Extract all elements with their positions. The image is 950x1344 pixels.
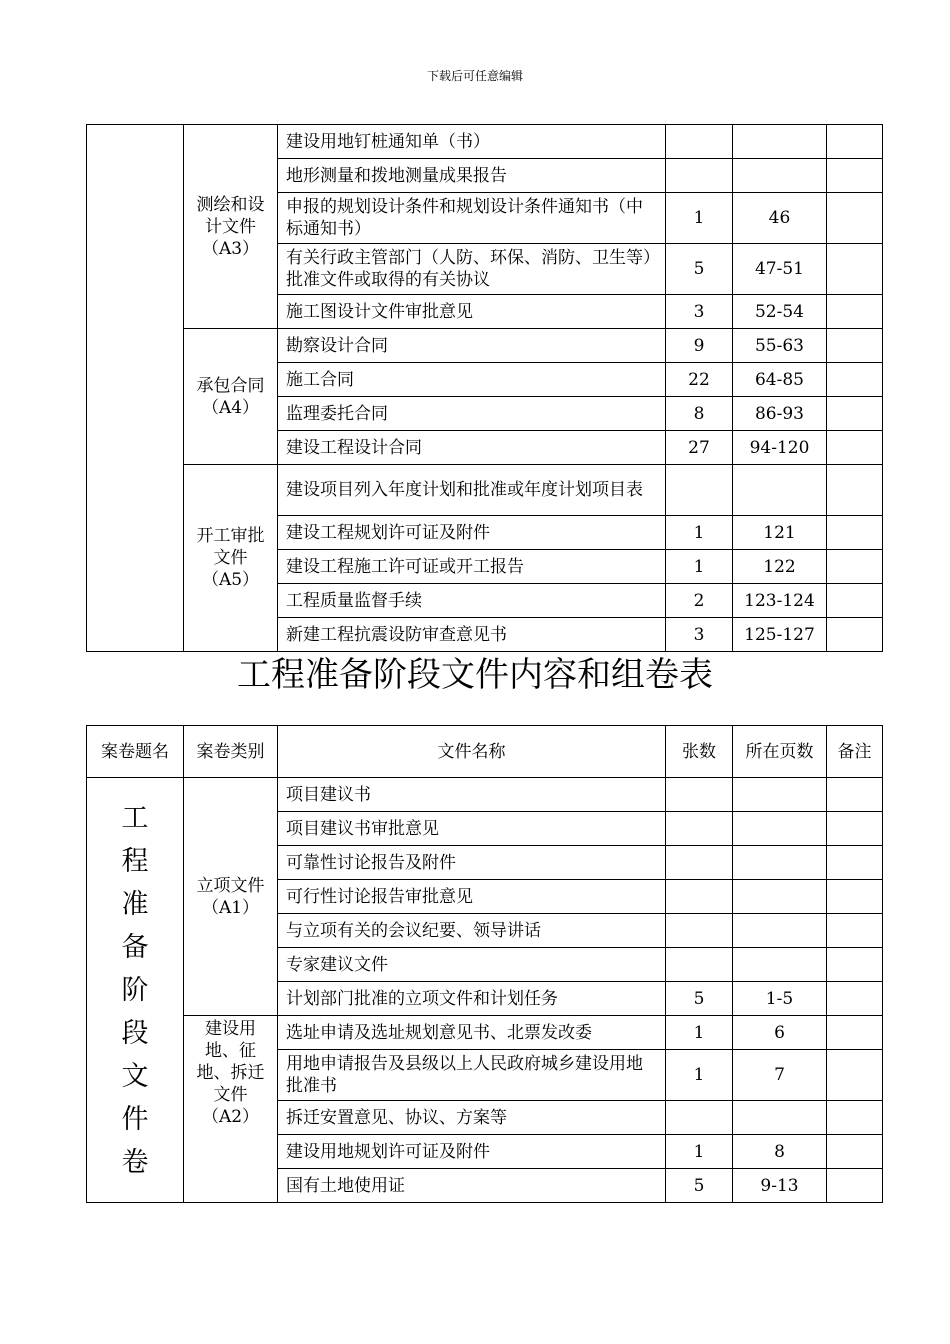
- remarks-cell: [827, 914, 883, 948]
- count-cell: 1: [666, 1050, 733, 1101]
- remarks-cell: [827, 812, 883, 846]
- pages-cell: 9-13: [733, 1169, 827, 1203]
- file-name-cell: 国有土地使用证: [278, 1169, 666, 1203]
- count-cell: 1: [666, 516, 733, 550]
- remarks-cell: [827, 193, 883, 244]
- pages-cell: 94-120: [733, 431, 827, 465]
- file-name-cell: 有关行政主管部门（人防、环保、消防、卫生等）批准文件或取得的有关协议: [278, 244, 666, 295]
- pages-cell: 6: [733, 1016, 827, 1050]
- remarks-cell: [827, 778, 883, 812]
- remarks-cell: [827, 1050, 883, 1101]
- file-name-cell: 专家建议文件: [278, 948, 666, 982]
- pages-cell: [733, 125, 827, 159]
- remarks-cell: [827, 1135, 883, 1169]
- remarks-cell: [827, 982, 883, 1016]
- table-row: [87, 1016, 883, 1050]
- file-name-cell: 拆迁安置意见、协议、方案等: [278, 1101, 666, 1135]
- page-title: 工程准备阶段文件内容和组卷表: [237, 655, 713, 695]
- header-volume-title: 案卷题名: [87, 726, 184, 778]
- pages-cell: 46: [733, 193, 827, 244]
- file-name-cell: 申报的规划设计条件和规划设计条件通知书（中标通知书）: [278, 193, 666, 244]
- category-cell: 开工审批文件（A5）: [184, 465, 278, 652]
- remarks-cell: [827, 1016, 883, 1050]
- pages-cell: [733, 778, 827, 812]
- remarks-cell: [827, 1169, 883, 1203]
- count-cell: 9: [666, 329, 733, 363]
- count-cell: [666, 880, 733, 914]
- pages-cell: 122: [733, 550, 827, 584]
- remarks-cell: [827, 329, 883, 363]
- count-cell: 5: [666, 982, 733, 1016]
- count-cell: 1: [666, 1016, 733, 1050]
- pages-cell: [733, 880, 827, 914]
- file-name-cell: 计划部门批准的立项文件和计划任务: [278, 982, 666, 1016]
- table-row: [87, 125, 883, 159]
- table-row: [87, 465, 883, 516]
- pages-cell: [733, 846, 827, 880]
- pages-cell: 7: [733, 1050, 827, 1101]
- pages-cell: [733, 812, 827, 846]
- count-cell: [666, 1101, 733, 1135]
- pages-cell: [733, 159, 827, 193]
- pages-cell: 86-93: [733, 397, 827, 431]
- remarks-cell: [827, 550, 883, 584]
- remarks-cell: [827, 159, 883, 193]
- count-cell: [666, 465, 733, 516]
- pages-cell: [733, 465, 827, 516]
- count-cell: 1: [666, 550, 733, 584]
- category-cell: 测绘和设计文件（A3）: [184, 125, 278, 329]
- pages-cell: 47-51: [733, 244, 827, 295]
- table-row: [87, 778, 883, 812]
- category-cell: 承包合同（A4）: [184, 329, 278, 465]
- file-name-cell: 施工图设计文件审批意见: [278, 295, 666, 329]
- remarks-cell: [827, 244, 883, 295]
- count-cell: [666, 159, 733, 193]
- header-count: 张数: [666, 726, 733, 778]
- remarks-cell: [827, 880, 883, 914]
- pages-cell: 55-63: [733, 329, 827, 363]
- remarks-cell: [827, 516, 883, 550]
- remarks-cell: [827, 431, 883, 465]
- count-cell: 1: [666, 193, 733, 244]
- pages-cell: [733, 914, 827, 948]
- top-table: [86, 124, 883, 652]
- pages-cell: [733, 1101, 827, 1135]
- count-cell: 1: [666, 1135, 733, 1169]
- count-cell: [666, 948, 733, 982]
- file-name-cell: 建设项目列入年度计划和批准或年度计划项目表: [278, 465, 666, 516]
- file-name-cell: 建设用地规划许可证及附件: [278, 1135, 666, 1169]
- file-name-cell: 工程质量监督手续: [278, 584, 666, 618]
- remarks-cell: [827, 465, 883, 516]
- remarks-cell: [827, 1101, 883, 1135]
- remarks-cell: [827, 125, 883, 159]
- count-cell: [666, 846, 733, 880]
- remarks-cell: [827, 618, 883, 652]
- remarks-cell: [827, 948, 883, 982]
- table-header-row: [87, 726, 883, 778]
- pages-cell: 123-124: [733, 584, 827, 618]
- file-name-cell: 建设用地钉桩通知单（书）: [278, 125, 666, 159]
- pages-cell: 125-127: [733, 618, 827, 652]
- file-name-cell: 建设工程施工许可证或开工报告: [278, 550, 666, 584]
- file-name-cell: 项目建议书审批意见: [278, 812, 666, 846]
- header-note: 下载后可任意编辑: [426, 69, 523, 83]
- volume-title-cell: [87, 778, 184, 1203]
- file-name-cell: 选址申请及选址规划意见书、北票发改委: [278, 1016, 666, 1050]
- bottom-table: [86, 725, 883, 1203]
- pages-cell: 64-85: [733, 363, 827, 397]
- volume-title-cell: [87, 125, 184, 652]
- count-cell: [666, 125, 733, 159]
- pages-cell: [733, 948, 827, 982]
- count-cell: [666, 914, 733, 948]
- count-cell: 2: [666, 584, 733, 618]
- file-name-cell: 可行性讨论报告审批意见: [278, 880, 666, 914]
- volume-title: 工程准备阶段文件卷: [121, 802, 149, 1178]
- file-name-cell: 监理委托合同: [278, 397, 666, 431]
- category-cell: 建设用地、征地、拆迁文件（A2）: [184, 1016, 278, 1203]
- remarks-cell: [827, 846, 883, 880]
- remarks-cell: [827, 397, 883, 431]
- count-cell: 22: [666, 363, 733, 397]
- remarks-cell: [827, 584, 883, 618]
- pages-cell: 121: [733, 516, 827, 550]
- file-name-cell: 用地申请报告及县级以上人民政府城乡建设用地批准书: [278, 1050, 666, 1101]
- count-cell: [666, 812, 733, 846]
- remarks-cell: [827, 295, 883, 329]
- file-name-cell: 施工合同: [278, 363, 666, 397]
- file-name-cell: 地形测量和拨地测量成果报告: [278, 159, 666, 193]
- category-cell: 立项文件（A1）: [184, 778, 278, 1016]
- file-name-cell: 勘察设计合同: [278, 329, 666, 363]
- file-name-cell: 建设工程设计合同: [278, 431, 666, 465]
- pages-cell: 52-54: [733, 295, 827, 329]
- count-cell: 27: [666, 431, 733, 465]
- header-volume-category: 案卷类别: [184, 726, 278, 778]
- file-name-cell: 与立项有关的会议纪要、领导讲话: [278, 914, 666, 948]
- header-pages: 所在页数: [733, 726, 827, 778]
- remarks-cell: [827, 363, 883, 397]
- count-cell: 3: [666, 618, 733, 652]
- file-name-cell: 项目建议书: [278, 778, 666, 812]
- table-row: [87, 329, 883, 363]
- count-cell: 5: [666, 244, 733, 295]
- file-name-cell: 新建工程抗震设防审查意见书: [278, 618, 666, 652]
- count-cell: 3: [666, 295, 733, 329]
- header-remarks: 备注: [827, 726, 883, 778]
- file-name-cell: 可靠性讨论报告及附件: [278, 846, 666, 880]
- pages-cell: 1-5: [733, 982, 827, 1016]
- file-name-cell: 建设工程规划许可证及附件: [278, 516, 666, 550]
- header-file-name: 文件名称: [278, 726, 666, 778]
- count-cell: 5: [666, 1169, 733, 1203]
- pages-cell: 8: [733, 1135, 827, 1169]
- count-cell: [666, 778, 733, 812]
- count-cell: 8: [666, 397, 733, 431]
